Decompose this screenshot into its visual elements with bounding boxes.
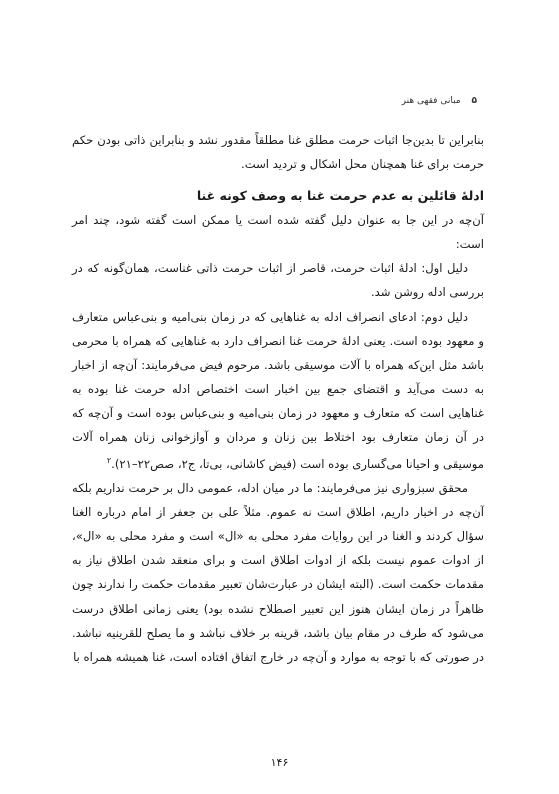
section-heading: ادلهٔ قائلین به عدم حرمت غنا به وصف کونه غنا	[196, 188, 484, 204]
body-text	[72, 128, 484, 669]
reason-two-text: دلیل دوم: ادعای انصراف ادله به غناهایی که در زمان بنی‌امیه و بنی‌عباس متعارف و معهود بوده است. یعنی ادلهٔ حرمت غنا انصراف دارد به غناهایی که همراه با محرمی باشد مثل این‌که همراه با آلات موسیقی باشد. مرحوم فیض می‌فرمایند: آن‌چه از اخبار به دست می‌آید و اقتضای جمع بین اخبار است اختصاص ادله حرمت غنا بوده به غناهایی است که متعارف و معهود در زمان بنی‌امیه و بنی‌عباس بوده است و آن‌چه که در آن زمان متعارف بود اختلاط بین زنان و مردان و آوازخوانی زنان همراه آلات موسیقی و احیانا می‌گساری بوده است (فیض کاشانی، بی‌تا، ج۲، صص۲۲–۲۱).	[72, 309, 484, 471]
section-intro-paragraph: آن‌چه در این جا به عنوان دلیل گفته شده است یا ممکن است گفته شود، چند امر است:	[72, 213, 484, 252]
reason-three-paragraph: محقق سبزواری نیز می‌فرمایند: ما در میان ادله، عمومی دال بر حرمت نداریم بلکه آن‌چه در اخبار داریم، اطلاق است نه عموم. مثلاً علی بن جعفر از امام درباره الغنا سؤال کردند و الغنا در این روایات مفرد محلی به «ال» است و مفرد محلی به «ال»، از ادوات عموم نیست بلکه از ادوات اطلاق است و برای منعقد شدن اطلاق نیاز به مقدمات حکمت است. (البته ایشان در عبارت‌شان تعبیر مقدمات حکمت را ندارند چون ظاهراً در زمان ایشان هنوز این تعبیر اصطلاح نشده بود) یعنی زمانی اطلاق درست می‌شود که طرف در مقام بیان باشد، قرینه بر خلاف نباشد و ما یصلح للقرینیه نباشد. در صورتی که با توجه به موارد و آن‌چه در خارج اتفاق افتاده است، غنا همیشه همراه با	[72, 481, 484, 664]
footnote-marker: ۲	[106, 456, 112, 466]
header-running-title: مبانی فقهی هنر	[401, 96, 461, 106]
page-number: ۱۴۶	[270, 756, 289, 769]
intro-paragraph: بنابراین تا بدین‌جا اثبات حرمت مطلق غنا مطلقاً مقدور نشد و بنابراین ذاتی بودن حکم حرمت برای غنا همچنان محل اشکال و تردید است.	[72, 133, 484, 172]
reason-two-paragraph	[72, 305, 484, 477]
reason-one-paragraph: دلیل اول: ادلهٔ اثبات حرمت، قاصر از اثبات حرمت ذاتی غناست، همان‌گونه که در بررسی ادله روشن شد.	[72, 261, 484, 300]
header-page-marker: ۵	[471, 96, 477, 106]
running-header	[20, 96, 477, 106]
